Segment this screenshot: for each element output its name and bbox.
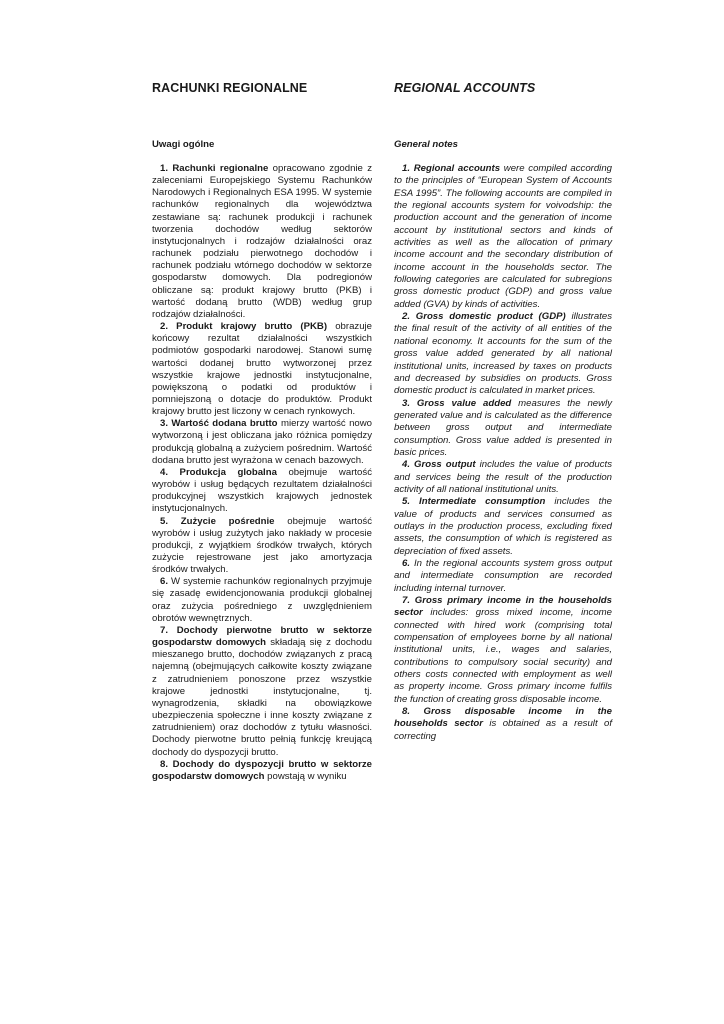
paragraph-lead: 5. Intermediate consumption (402, 496, 546, 508)
paragraph-text: is obtained as a result of correcting (394, 718, 612, 742)
subheading-pl: Uwagi ogólne (152, 139, 215, 150)
paragraph-lead: 7. Dochody pierwotne brutto w sektorze gospodarstw domowych (152, 624, 372, 649)
paragraph-lead: 1. Rachunki regionalne (160, 163, 269, 174)
body-text-en (394, 163, 612, 743)
paragraph-en (394, 595, 612, 706)
paragraph-en (394, 706, 612, 743)
paragraph-en (394, 311, 612, 397)
paragraph-text: mierzy wartość nowo wytworzoną i jest obliczana jako różnica pomiędzy produkcją globalną a zużyciem pośrednim. Wartość dodana brutto jest wyrażona w cenach bazowych. (152, 418, 373, 466)
paragraph-lead: 8. Dochody do dyspozycji brutto w sektorze gospodarstw domowych (152, 758, 372, 782)
paragraph-text: W systemie rachunków regionalnych przyjmuje się zasadę ewidencjonowania produkcji globalnej oraz zużycia pośredniego z uwzględnieniem obrotów wewnętrznych. (152, 576, 372, 624)
paragraph-text: includes: gross mixed income, income connected with hired work (comprising total compensation of employees borne by all national institutional units, i.e., wages and salaries, contributions to compulsory social security) and others costs connected with employment as well as property income. Gross primary income fulfils the function of creating gross disposable income. (394, 607, 612, 705)
subheading-en: General notes (394, 139, 458, 150)
paragraph-pl (152, 321, 372, 418)
paragraph-text: składają się z dochodu mieszanego brutto, dochodów związanych z pracą najemną (obejmujących całkowite koszty związane z zatrudnieniem ponoszone przez wszystkie krajowe jednostki instytucjonalne, tj. wynagrodzenia, składki na obowiązkowe ubezpieczenia społeczne i inne koszty związane z zatrudnieniem) oraz dochodów z tytułu własności. Dochody pierwotne brutto pełnią funkcję kreującą dochody do dyspozycji brutto. (152, 637, 372, 758)
paragraph-pl (152, 163, 372, 321)
paragraph-lead: 2. Gross domestic product (GDP) (402, 311, 566, 323)
paragraph-pl (152, 516, 372, 577)
paragraph-lead: 2. Produkt krajowy brutto (PKB) (160, 321, 328, 333)
paragraph-pl (152, 467, 372, 516)
paragraph-text: measures the newly generated value and is calculated as the difference between gross output and intermediate consumption. Gross value added is presented in basic prices. (394, 397, 612, 458)
paragraph-pl (152, 576, 372, 625)
paragraph-lead: 6. (402, 558, 411, 569)
paragraph-text: opracowano zgodnie z zaleceniami Europejskiego Systemu Rachunków Narodowych i Regionalnych ESA 1995. W systemie rachunków regionalnych dla województwa zestawiane są: rachunek produkcji i rachunek tworzenia dochodów według sektorów instytucjonalnych i rodzajów działalności oraz rachunek podziału pierwotnego dochodów i rachunek podziału wtórnego dochodów w sektorze gospodarstw domowych. Dla podregionów obliczane są: produkt krajowy brutto (PKB) i wartość dodaną brutto (WDB) według grup rodzajów działalności. (152, 163, 373, 320)
paragraph-lead: 4. Gross output (402, 459, 476, 471)
paragraph-lead: 1. Regional accounts (402, 163, 501, 174)
paragraph-en (394, 496, 612, 558)
paragraph-text: powstają w wyniku (264, 770, 347, 782)
paragraph-lead: 7. Gross primary income in the households sector (394, 595, 612, 619)
paragraph-text: includes the value of products and services being the result of the production activity of all national institutional units. (394, 459, 612, 495)
paragraph-lead: 8. Gross disposable income in the households sector (394, 706, 612, 730)
section-heading-en: REGIONAL ACCOUNTS (394, 81, 536, 95)
paragraph-text: obrazuje końcowy rezultat działalności wszystkich podmiotów gospodarki narodowej. Stanowi sumę wartości dodanej brutto wytworzonej przez wszystkie krajowe jednostki instytucjonalne, powiększoną o podatki od produktów i pomniejszoną o dotacje do produktów. Produkt krajowy brutto jest liczony w cenach rynkowych. (152, 321, 373, 418)
body-text-pl (152, 163, 372, 783)
paragraph-en (394, 163, 612, 311)
paragraph-pl (152, 759, 372, 783)
paragraph-en (394, 398, 612, 460)
paragraph-lead: 5. Zużycie pośrednie (160, 515, 275, 527)
paragraph-lead: 4. Produkcja globalna (160, 466, 277, 478)
paragraph-lead: 3. Wartość dodana brutto (160, 418, 278, 430)
paragraph-en (394, 558, 612, 595)
paragraph-lead: 3. Gross value added (402, 397, 512, 409)
paragraph-lead: 6. (160, 576, 169, 588)
paragraph-pl (152, 625, 372, 759)
paragraph-text: illustrates the final result of the activity of all entities of the national economy. It accounts for the sum of the gross value added generated by all national institutional units, increased by taxes on products and decreased by subsidies on products. Gross domestic product is calculated in market prices. (394, 311, 612, 397)
section-heading-pl: RACHUNKI REGIONALNE (152, 81, 308, 95)
paragraph-text: includes the value of products and services consumed as outlays in the production process, excluding fixed assets, the consumption of which is registered as depreciation of fixed assets. (394, 496, 612, 557)
paragraph-text: were compiled according to the principles of “European System of Accounts ESA 1995”. The following accounts are compiled in the regional accounts system for voivodship: the production account and the generation of income account by institutional sectors and kinds of activities as well as the allocation of primary income account and the secondary distribution of income account in the households sector. The following categories are calculated for subregions gross domestic product (GDP) and gross value added (GVA) by kinds of activities. (394, 163, 612, 310)
paragraph-text: obejmuje wartość wyrobów i usług będących rezultatem działalności produkcyjnej wszystkich krajowych jednostek instytucjonalnych. (152, 466, 372, 515)
paragraph-text: In the regional accounts system gross output and intermediate consumption are recorded including internal turnover. (394, 558, 612, 594)
paragraph-text: obejmuje wartość wyrobów i usług zużytych jako nakłady w procesie produkcji, z wyjątkiem środków trwałych, których zużycie rejestrowane jest jako amortyzacja środków trwałych. (152, 515, 372, 576)
paragraph-en (394, 459, 612, 496)
paragraph-pl (152, 418, 372, 467)
